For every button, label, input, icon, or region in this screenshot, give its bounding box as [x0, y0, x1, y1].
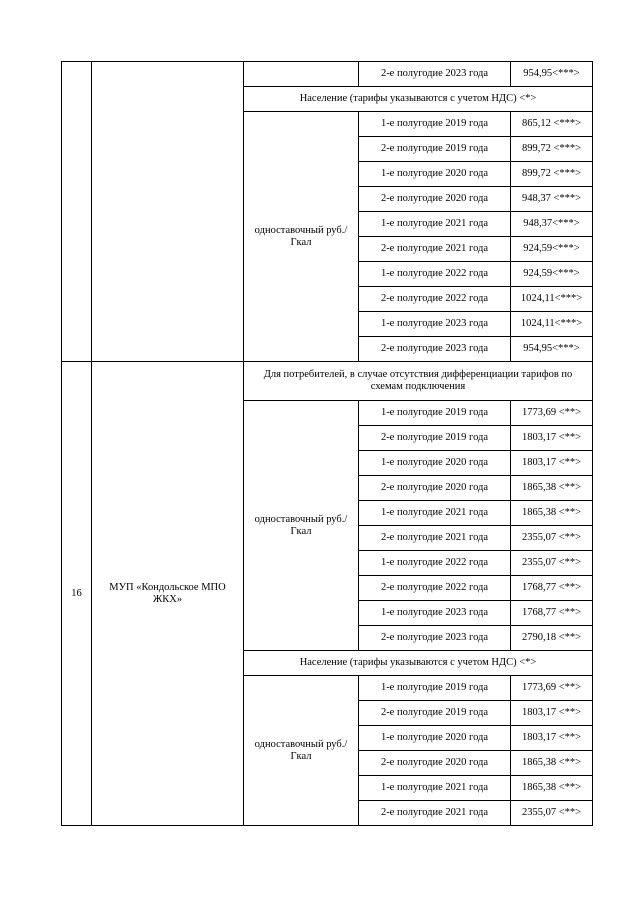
tariff-table-body — [62, 62, 593, 826]
tariff-value-cell: 1773,69 <**> — [511, 401, 593, 426]
tariff-value-cell: 1768,77 <**> — [511, 576, 593, 601]
tariff-value-cell: 865,12 <***> — [511, 112, 593, 137]
period-cell: 2-е полугодие 2022 года — [359, 287, 511, 312]
period-cell: 2-е полугодие 2020 года — [359, 476, 511, 501]
tariff-value-cell: 1803,17 <**> — [511, 701, 593, 726]
period-cell: 2-е полугодие 2022 года — [359, 576, 511, 601]
period-cell: 1-е полугодие 2023 года — [359, 312, 511, 337]
rate-type-cell: одноставочный руб./Гкал — [244, 676, 359, 826]
tariff-value-cell: 954,95<***> — [511, 337, 593, 362]
period-cell: 1-е полугодие 2021 года — [359, 501, 511, 526]
rate-type-cell: одноставочный руб./Гкал — [244, 401, 359, 651]
tariff-value-cell: 1865,38 <**> — [511, 501, 593, 526]
tariff-value-cell: 1803,17 <**> — [511, 726, 593, 751]
period-cell: 2-е полугодие 2023 года — [359, 337, 511, 362]
group-header-row — [62, 362, 593, 401]
period-cell: 1-е полугодие 2023 года — [359, 601, 511, 626]
group-title: Население (тарифы указываются с учетом НДС) <*> — [244, 87, 593, 112]
tariff-value-cell: 1803,17 <**> — [511, 451, 593, 476]
tariff-value-cell: 1024,11<***> — [511, 312, 593, 337]
period-cell: 1-е полугодие 2019 года — [359, 676, 511, 701]
period-cell: 1-е полугодие 2019 года — [359, 401, 511, 426]
tariff-value-cell: 924,59<***> — [511, 262, 593, 287]
period-cell: 2-е полугодие 2023 года — [359, 626, 511, 651]
period-cell: 2-е полугодие 2021 года — [359, 801, 511, 826]
tariff-value-cell: 899,72 <***> — [511, 137, 593, 162]
group-title: Для потребителей, в случае отсутствия дифференциации тарифов по схемам подключения — [244, 362, 593, 401]
rate-type-cell — [244, 62, 359, 87]
period-cell: 2-е полугодие 2019 года — [359, 426, 511, 451]
tariff-value-cell: 1768,77 <**> — [511, 601, 593, 626]
organization-cell — [92, 62, 244, 362]
period-cell: 2-е полугодие 2019 года — [359, 701, 511, 726]
period-cell: 2-е полугодие 2021 года — [359, 237, 511, 262]
period-cell: 1-е полугодие 2020 года — [359, 726, 511, 751]
period-cell: 1-е полугодие 2019 года — [359, 112, 511, 137]
period-cell: 2-е полугодие 2023 года — [359, 62, 511, 87]
tariff-value-cell: 924,59<***> — [511, 237, 593, 262]
row-number-cell — [62, 62, 92, 362]
group-title: Население (тарифы указываются с учетом НДС) <*> — [244, 651, 593, 676]
row-number-cell: 16 — [62, 362, 92, 826]
tariff-value-cell: 948,37<***> — [511, 212, 593, 237]
organization-cell: МУП «Кондольское МПО ЖКХ» — [92, 362, 244, 826]
tariff-value-cell: 1865,38 <**> — [511, 751, 593, 776]
tariff-value-cell: 954,95<***> — [511, 62, 593, 87]
period-cell: 1-е полугодие 2022 года — [359, 551, 511, 576]
tariff-value-cell: 1803,17 <**> — [511, 426, 593, 451]
table-row — [62, 62, 593, 87]
tariff-value-cell: 2355,07 <**> — [511, 801, 593, 826]
tariff-value-cell: 2355,07 <**> — [511, 526, 593, 551]
tariff-value-cell: 1024,11<***> — [511, 287, 593, 312]
period-cell: 2-е полугодие 2020 года — [359, 187, 511, 212]
period-cell: 1-е полугодие 2021 года — [359, 776, 511, 801]
tariff-table — [61, 61, 593, 826]
rate-type-cell: одноставочный руб./Гкал — [244, 112, 359, 362]
period-cell: 1-е полугодие 2021 года — [359, 212, 511, 237]
period-cell: 2-е полугодие 2021 года — [359, 526, 511, 551]
tariff-value-cell: 2355,07 <**> — [511, 551, 593, 576]
tariff-value-cell: 899,72 <***> — [511, 162, 593, 187]
tariff-value-cell: 1773,69 <**> — [511, 676, 593, 701]
tariff-value-cell: 2790,18 <**> — [511, 626, 593, 651]
period-cell: 1-е полугодие 2022 года — [359, 262, 511, 287]
period-cell: 2-е полугодие 2019 года — [359, 137, 511, 162]
period-cell: 1-е полугодие 2020 года — [359, 451, 511, 476]
tariff-value-cell: 1865,38 <**> — [511, 776, 593, 801]
period-cell: 2-е полугодие 2020 года — [359, 751, 511, 776]
tariff-value-cell: 948,37 <***> — [511, 187, 593, 212]
period-cell: 1-е полугодие 2020 года — [359, 162, 511, 187]
tariff-value-cell: 1865,38 <**> — [511, 476, 593, 501]
